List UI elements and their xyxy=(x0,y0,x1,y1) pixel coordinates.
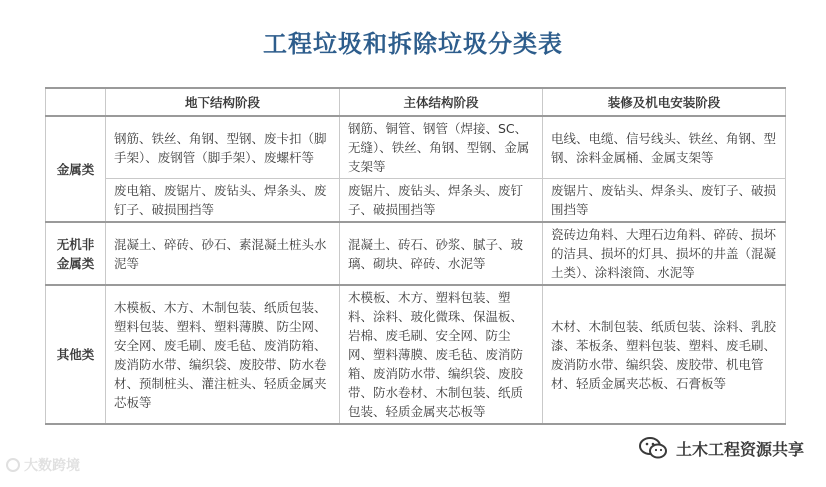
table-cell: 钢筋、铜管、钢管（焊接、SC、无缝）、铁丝、角钢、型钢、金属支架等 xyxy=(340,116,543,179)
table-cell: 电线、电缆、信号线头、铁丝、角钢、型钢、涂料金属桶、金属支架等 xyxy=(543,116,786,179)
table-header-row xyxy=(46,88,786,116)
watermark-logo-icon xyxy=(6,458,20,472)
table-row xyxy=(46,222,786,285)
table-cell: 混凝土、碎砖、砂石、素混凝土桩头水泥等 xyxy=(106,222,340,285)
column-header xyxy=(46,88,106,116)
wechat-icon xyxy=(638,436,668,460)
category-inorganic: 无机非金属类 xyxy=(46,222,106,285)
table-cell: 木模板、木方、木制包装、纸质包装、塑料包装、塑料、塑料薄膜、防尘网、安全网、废毛刷、废毛毡、废消防箱、废消防水带、编织袋、废胶带、防水卷材、预制桩头、灌注桩头、轻质金属夹芯板等 xyxy=(106,285,340,424)
table-cell: 钢筋、铁丝、角钢、型钢、废卡扣（脚手架）、废钢管（脚手架）、废螺杆等 xyxy=(106,116,340,179)
table-cell: 废锯片、废钻头、焊条头、废钉子、破损围挡等 xyxy=(340,179,543,223)
table-cell: 木材、木制包装、纸质包装、涂料、乳胶漆、苯板条、塑料包装、塑料、废毛刷、废消防水带、编织袋、废胶带、机电管材、轻质金属夹芯板、石膏板等 xyxy=(543,285,786,424)
category-other: 其他类 xyxy=(46,285,106,424)
page-title: 工程垃圾和拆除垃圾分类表 xyxy=(263,29,563,58)
table-cell: 废电箱、废锯片、废钻头、焊条头、废钉子、破损围挡等 xyxy=(106,179,340,223)
table-cell: 瓷砖边角料、大理石边角料、碎砖、损坏的洁具、损坏的灯具、损坏的井盖（混凝土类）、涂料滚筒、水泥等 xyxy=(543,222,786,285)
column-header-decoration-mep: 装修及机电安装阶段 xyxy=(543,88,786,116)
table-cell: 混凝土、砖石、砂浆、腻子、玻璃、砌块、碎砖、水泥等 xyxy=(340,222,543,285)
watermark-right xyxy=(638,436,804,460)
watermark-left-text: 大数跨境 xyxy=(24,458,80,474)
table-row xyxy=(46,116,786,179)
column-header-main-structure: 主体结构阶段 xyxy=(340,88,543,116)
classification-table xyxy=(45,87,786,425)
watermark-right-text: 土木工程资源共享 xyxy=(675,439,804,459)
table-row xyxy=(46,285,786,424)
table-cell: 木模板、木方、塑料包装、塑料、涂料、玻化微珠、保温板、岩棉、废毛刷、安全网、防尘网、塑料薄膜、废毛毡、废消防箱、废消防水带、编织袋、废胶带、防水卷材、木制包装、纸质包装、轻质金属夹芯板等 xyxy=(340,285,543,424)
table-row xyxy=(46,179,786,223)
category-metal: 金属类 xyxy=(46,116,106,222)
column-header-underground: 地下结构阶段 xyxy=(106,88,340,116)
table-cell: 废锯片、废钻头、焊条头、废钉子、破损围挡等 xyxy=(543,179,786,223)
watermark-left xyxy=(6,455,80,475)
